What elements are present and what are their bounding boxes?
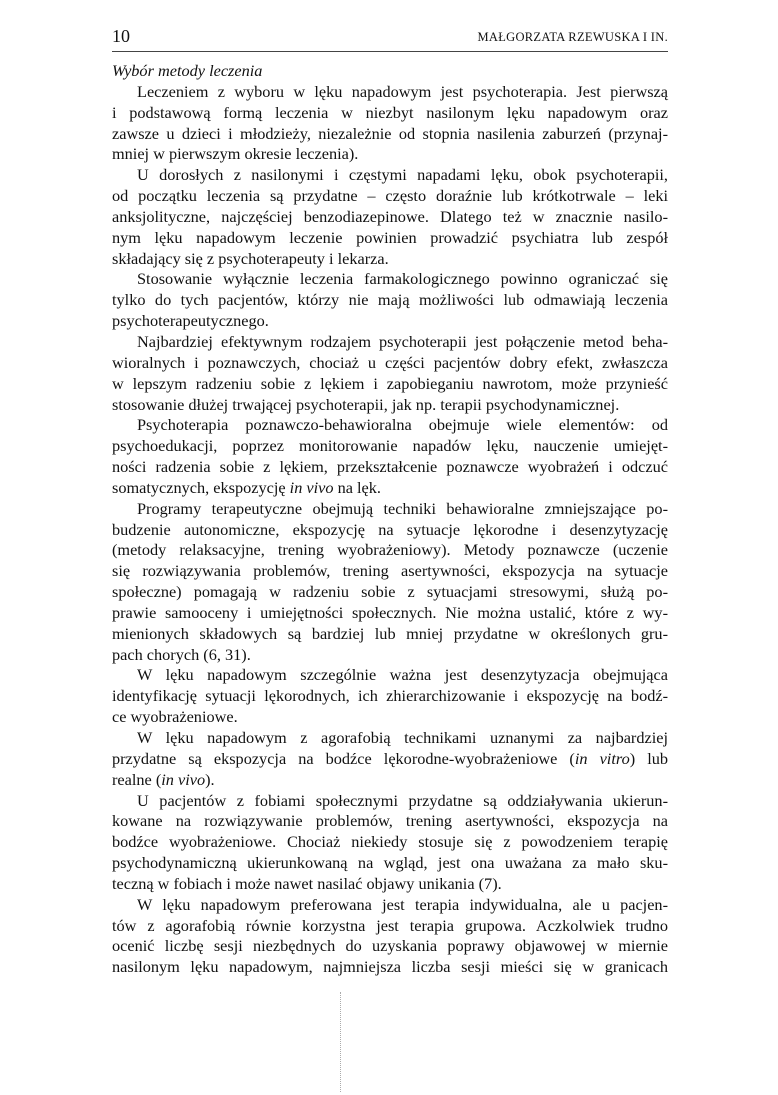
text-line: Stosowanie wyłącznie leczenia farmakologicznego powinno ograniczać się [137, 269, 668, 289]
page-body [112, 61, 668, 978]
header-rule [112, 51, 668, 52]
italic-term: in vivo [161, 769, 206, 789]
text-line: ce wyobrażeniowe. [112, 707, 238, 727]
text-line: ności radzenia sobie z lękiem, przekształcenie poznawcze wyobrażeń i odczuć [112, 457, 668, 477]
italic-term: in vitro [574, 748, 630, 768]
paragraph [112, 415, 668, 498]
text-line: kowane na rozwiązywanie problemów, trening asertywności, ekspozycja na [112, 811, 668, 831]
text-line: bodźce wyobrażeniowe. Chociaż niekiedy stosuje się z powodzeniem terapię [112, 832, 668, 852]
text-line [112, 770, 668, 791]
text-segment: przydatne są ekspozycja na bodźce lękorodne-wyobrażeniowe ( [112, 748, 575, 768]
text-line: psychoedukacji, poprzez monitorowanie napadów lęku, nauczenie umiejęt- [112, 436, 668, 456]
text-line: budzenie autonomiczne, ekspozycję na sytuacje lękorodne i desenzytyzację [112, 519, 668, 539]
text-line: teczną w fobiach i może nawet nasilać objawy unikania (7). [112, 873, 502, 893]
paragraph [112, 332, 668, 415]
paragraph [112, 82, 668, 165]
text-line: nym lęku napadowym leczenie powinien prowadzić psychiatra lub zespół [112, 227, 668, 247]
text-segment: realne ( [112, 769, 162, 789]
text-line: U pacjentów z fobiami społecznymi przydatne są oddziaływania ukierun- [137, 790, 668, 810]
text-segment: somatycznych, ekspozycję [112, 477, 290, 497]
text-line: Programy terapeutyczne obejmują techniki behawioralne zmniejszające po- [137, 498, 668, 518]
text-line: nasilonym lęku napadowym, najmniejsza liczba sesji mieści się w granicach [112, 957, 668, 977]
text-line: mniej w pierwszym okresie leczenia). [112, 144, 359, 164]
text-line: stosowanie dłużej trwającej psychoterapii, jak np. terapii psychodynamicznej. [112, 394, 620, 414]
text-line: mienionych składowych są bardziej lub mniej przydatne w określonych gru- [112, 623, 668, 643]
text-line: się rozwiązywania problemów, trening asertywności, ekspozycja na sytuacje [112, 561, 668, 581]
text-segment: ) lub [629, 748, 668, 768]
text-line [112, 749, 668, 770]
paragraph [112, 665, 668, 728]
italic-term: in vivo [289, 477, 334, 497]
text-line: w lepszym radzeniu sobie z lękiem i zapobieganiu nawrotom, może przynieść [112, 373, 668, 393]
text-line: anksjolityczne, najczęściej benzodiazepinowe. Dlatego też w znacznie nasilo- [112, 206, 668, 226]
text-line: społeczne) pomagają w radzeniu sobie z sytuacjami stresowymi, służą po- [112, 582, 668, 602]
paragraph [112, 499, 668, 666]
text-line: ocenić liczbę sesji niezbędnych do uzyskania poprawy objawowej w miernie [112, 936, 668, 956]
text-line [112, 478, 668, 499]
page-number: 10 [112, 26, 130, 46]
text-line: psychoterapeutycznego. [112, 311, 269, 331]
text-line: psychodynamiczną ukierunkowaną na wgląd, jest ona uważana za mało sku- [112, 853, 668, 873]
paragraph [112, 728, 668, 791]
text-line: Psychoterapia poznawczo-behawioralna obejmuje wiele elementów: od [137, 415, 668, 435]
paragraph [112, 269, 668, 332]
scan-artifact-line [340, 992, 341, 1092]
text-line: i podstawową formą leczenia w niezbyt nasilonym lęku napadowym oraz [112, 102, 668, 122]
paragraph [112, 165, 668, 269]
paragraph [112, 895, 668, 978]
paragraph [112, 791, 668, 895]
text-line: wioralnych i poznawczych, chociaż u części pacjentów dobry efekt, zwłaszcza [112, 352, 668, 372]
text-line: U dorosłych z nasilonymi i częstymi napadami lęku, obok psychoterapii, [137, 165, 668, 185]
text-line: W lęku napadowym preferowana jest terapia indywidualna, ale u pacjen- [137, 894, 668, 914]
text-line: tylko do tych pacjentów, którzy nie mają możliwości lub odmawiają leczenia [112, 290, 668, 310]
text-segment: ). [205, 769, 215, 789]
text-line: składający się z psychoterapeuty i lekarza. [112, 248, 389, 268]
text-line: tów z agorafobią równie korzystna jest terapia grupowa. Aczkolwiek trudno [112, 915, 668, 935]
text-segment: na lęk. [333, 477, 381, 497]
section-heading: Wybór metody leczenia [112, 61, 263, 80]
text-line: W lęku napadowym szczególnie ważna jest desenzytyzacja obejmująca [137, 665, 668, 685]
text-line: pach chorych (6, 31). [112, 644, 251, 664]
text-line: od początku leczenia są przydatne – często doraźnie lub krótkotrwale – leki [112, 186, 668, 206]
text-line: Najbardziej efektywnym rodzajem psychoterapii jest połączenie metod beha- [137, 331, 668, 351]
text-line: Leczeniem z wyboru w lęku napadowym jest psychoterapia. Jest pierwszą [137, 81, 668, 101]
text-line: zawsze u dzieci i młodzieży, niezależnie od stopnia nasilenia zaburzeń (przynaj- [112, 123, 668, 143]
text-line: W lęku napadowym z agorafobią technikami uznanymi za najbardziej [137, 728, 668, 747]
running-head: MAŁGORZATA RZEWUSKA I IN. [477, 30, 668, 44]
text-line: prawie samooceny i umiejętności społecznych. Nie można ustalić, które z wy- [112, 602, 668, 622]
text-line: identyfikację sytuacji lękorodnych, ich zhierarchizowanie i ekspozycję na bodź- [112, 686, 668, 706]
text-line: (metody relaksacyjne, trening wyobrażeniowy). Metody poznawcze (uczenie [112, 540, 668, 560]
